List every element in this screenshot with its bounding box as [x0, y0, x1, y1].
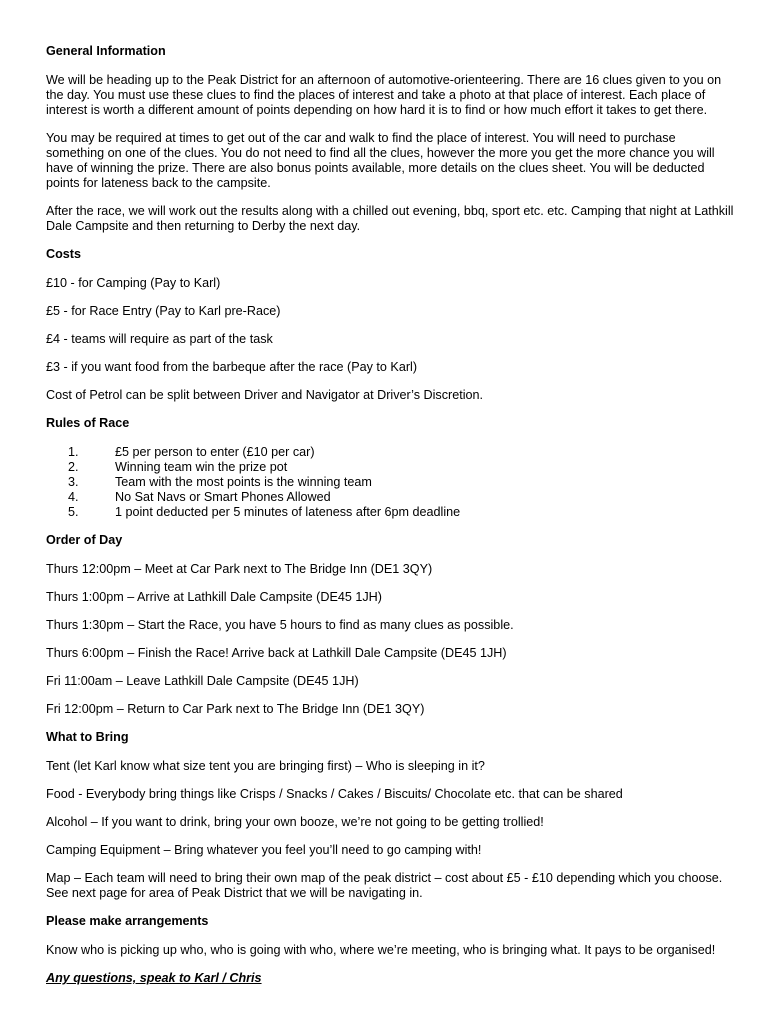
rule-number: 2.: [68, 460, 79, 474]
schedule-item: Fri 12:00pm – Return to Car Park next to The Bridge Inn (DE1 3QY): [46, 702, 425, 716]
document-page: [46, 44, 736, 986]
what-to-bring-heading: What to Bring: [46, 730, 129, 744]
rule-item: [46, 475, 736, 490]
order-of-day-heading: Order of Day: [46, 533, 123, 547]
rule-number: 4.: [68, 490, 79, 504]
questions-footer: Any questions, speak to Karl / Chris: [46, 971, 262, 985]
arrangements-heading: Please make arrangements: [46, 914, 209, 928]
general-paragraph: You may be required at times to get out of the car and walk to find the place of interest. You will need to purchase something on one of the clues. You do not need to find all the clues, however the more you get the more chance you will have of winning the prize. There are also bonus points available, more details on the clues sheet. You will be deducted points for lateness back to the campsite.: [46, 131, 715, 190]
rule-number: 1.: [68, 445, 79, 459]
rule-text: Winning team win the prize pot: [115, 460, 288, 474]
arrangements-text: Know who is picking up who, who is going with who, where we’re meeting, who is bringing what. It pays to be organised!: [46, 943, 716, 957]
schedule-item: Fri 11:00am – Leave Lathkill Dale Campsite (DE45 1JH): [46, 674, 359, 688]
schedule-item: Thurs 1:00pm – Arrive at Lathkill Dale Campsite (DE45 1JH): [46, 590, 382, 604]
rule-number: 3.: [68, 475, 79, 489]
rule-item: [46, 445, 736, 460]
rule-text: £5 per person to enter (£10 per car): [115, 445, 315, 459]
rules-heading: Rules of Race: [46, 416, 130, 430]
schedule-item: Thurs 12:00pm – Meet at Car Park next to The Bridge Inn (DE1 3QY): [46, 562, 433, 576]
bring-item: Tent (let Karl know what size tent you are bringing first) – Who is sleeping in it?: [46, 759, 485, 773]
bring-item: Camping Equipment – Bring whatever you feel you’ll need to go camping with!: [46, 843, 482, 857]
bring-item: Map – Each team will need to bring their own map of the peak district – cost about £5 - £10 depending which you choose. See next page for area of Peak District that we will be navigating in.: [46, 871, 723, 900]
schedule-item: Thurs 1:30pm – Start the Race, you have 5 hours to find as many clues as possible.: [46, 618, 514, 632]
rule-item: [46, 460, 736, 475]
costs-heading: Costs: [46, 247, 81, 261]
cost-item: £3 - if you want food from the barbeque after the race (Pay to Karl): [46, 360, 418, 374]
rule-text: No Sat Navs or Smart Phones Allowed: [115, 490, 331, 504]
rule-item: [46, 490, 736, 505]
cost-item: Cost of Petrol can be split between Driver and Navigator at Driver’s Discretion.: [46, 388, 484, 402]
general-paragraph: We will be heading up to the Peak District for an afternoon of automotive-orienteering. There are 16 clues given to you on the day. You must use these clues to find the places of interest and take a photo at that place of interest. Each place of interest is worth a different amount of points depending on how hard it is to find or how much effort it takes to get there.: [46, 73, 722, 117]
schedule-item: Thurs 6:00pm – Finish the Race! Arrive back at Lathkill Dale Campsite (DE45 1JH): [46, 646, 507, 660]
rule-item: [46, 505, 736, 520]
general-information-heading: General Information: [46, 44, 166, 58]
rule-text: Team with the most points is the winning team: [115, 475, 372, 489]
rule-text: 1 point deducted per 5 minutes of lateness after 6pm deadline: [115, 505, 461, 519]
general-paragraph: After the race, we will work out the results along with a chilled out evening, bbq, sport etc. etc. Camping that night at Lathkill Dale Campsite and then returning to Derby the next day.: [46, 204, 734, 233]
rules-list: [46, 445, 736, 520]
cost-item: £4 - teams will require as part of the task: [46, 332, 273, 346]
cost-item: £10 - for Camping (Pay to Karl): [46, 276, 221, 290]
rule-number: 5.: [68, 505, 79, 519]
bring-item: Food - Everybody bring things like Crisps / Snacks / Cakes / Biscuits/ Chocolate etc. that can be shared: [46, 787, 623, 801]
cost-item: £5 - for Race Entry (Pay to Karl pre-Race): [46, 304, 281, 318]
bring-item: Alcohol – If you want to drink, bring your own booze, we’re not going to be getting trollied!: [46, 815, 544, 829]
